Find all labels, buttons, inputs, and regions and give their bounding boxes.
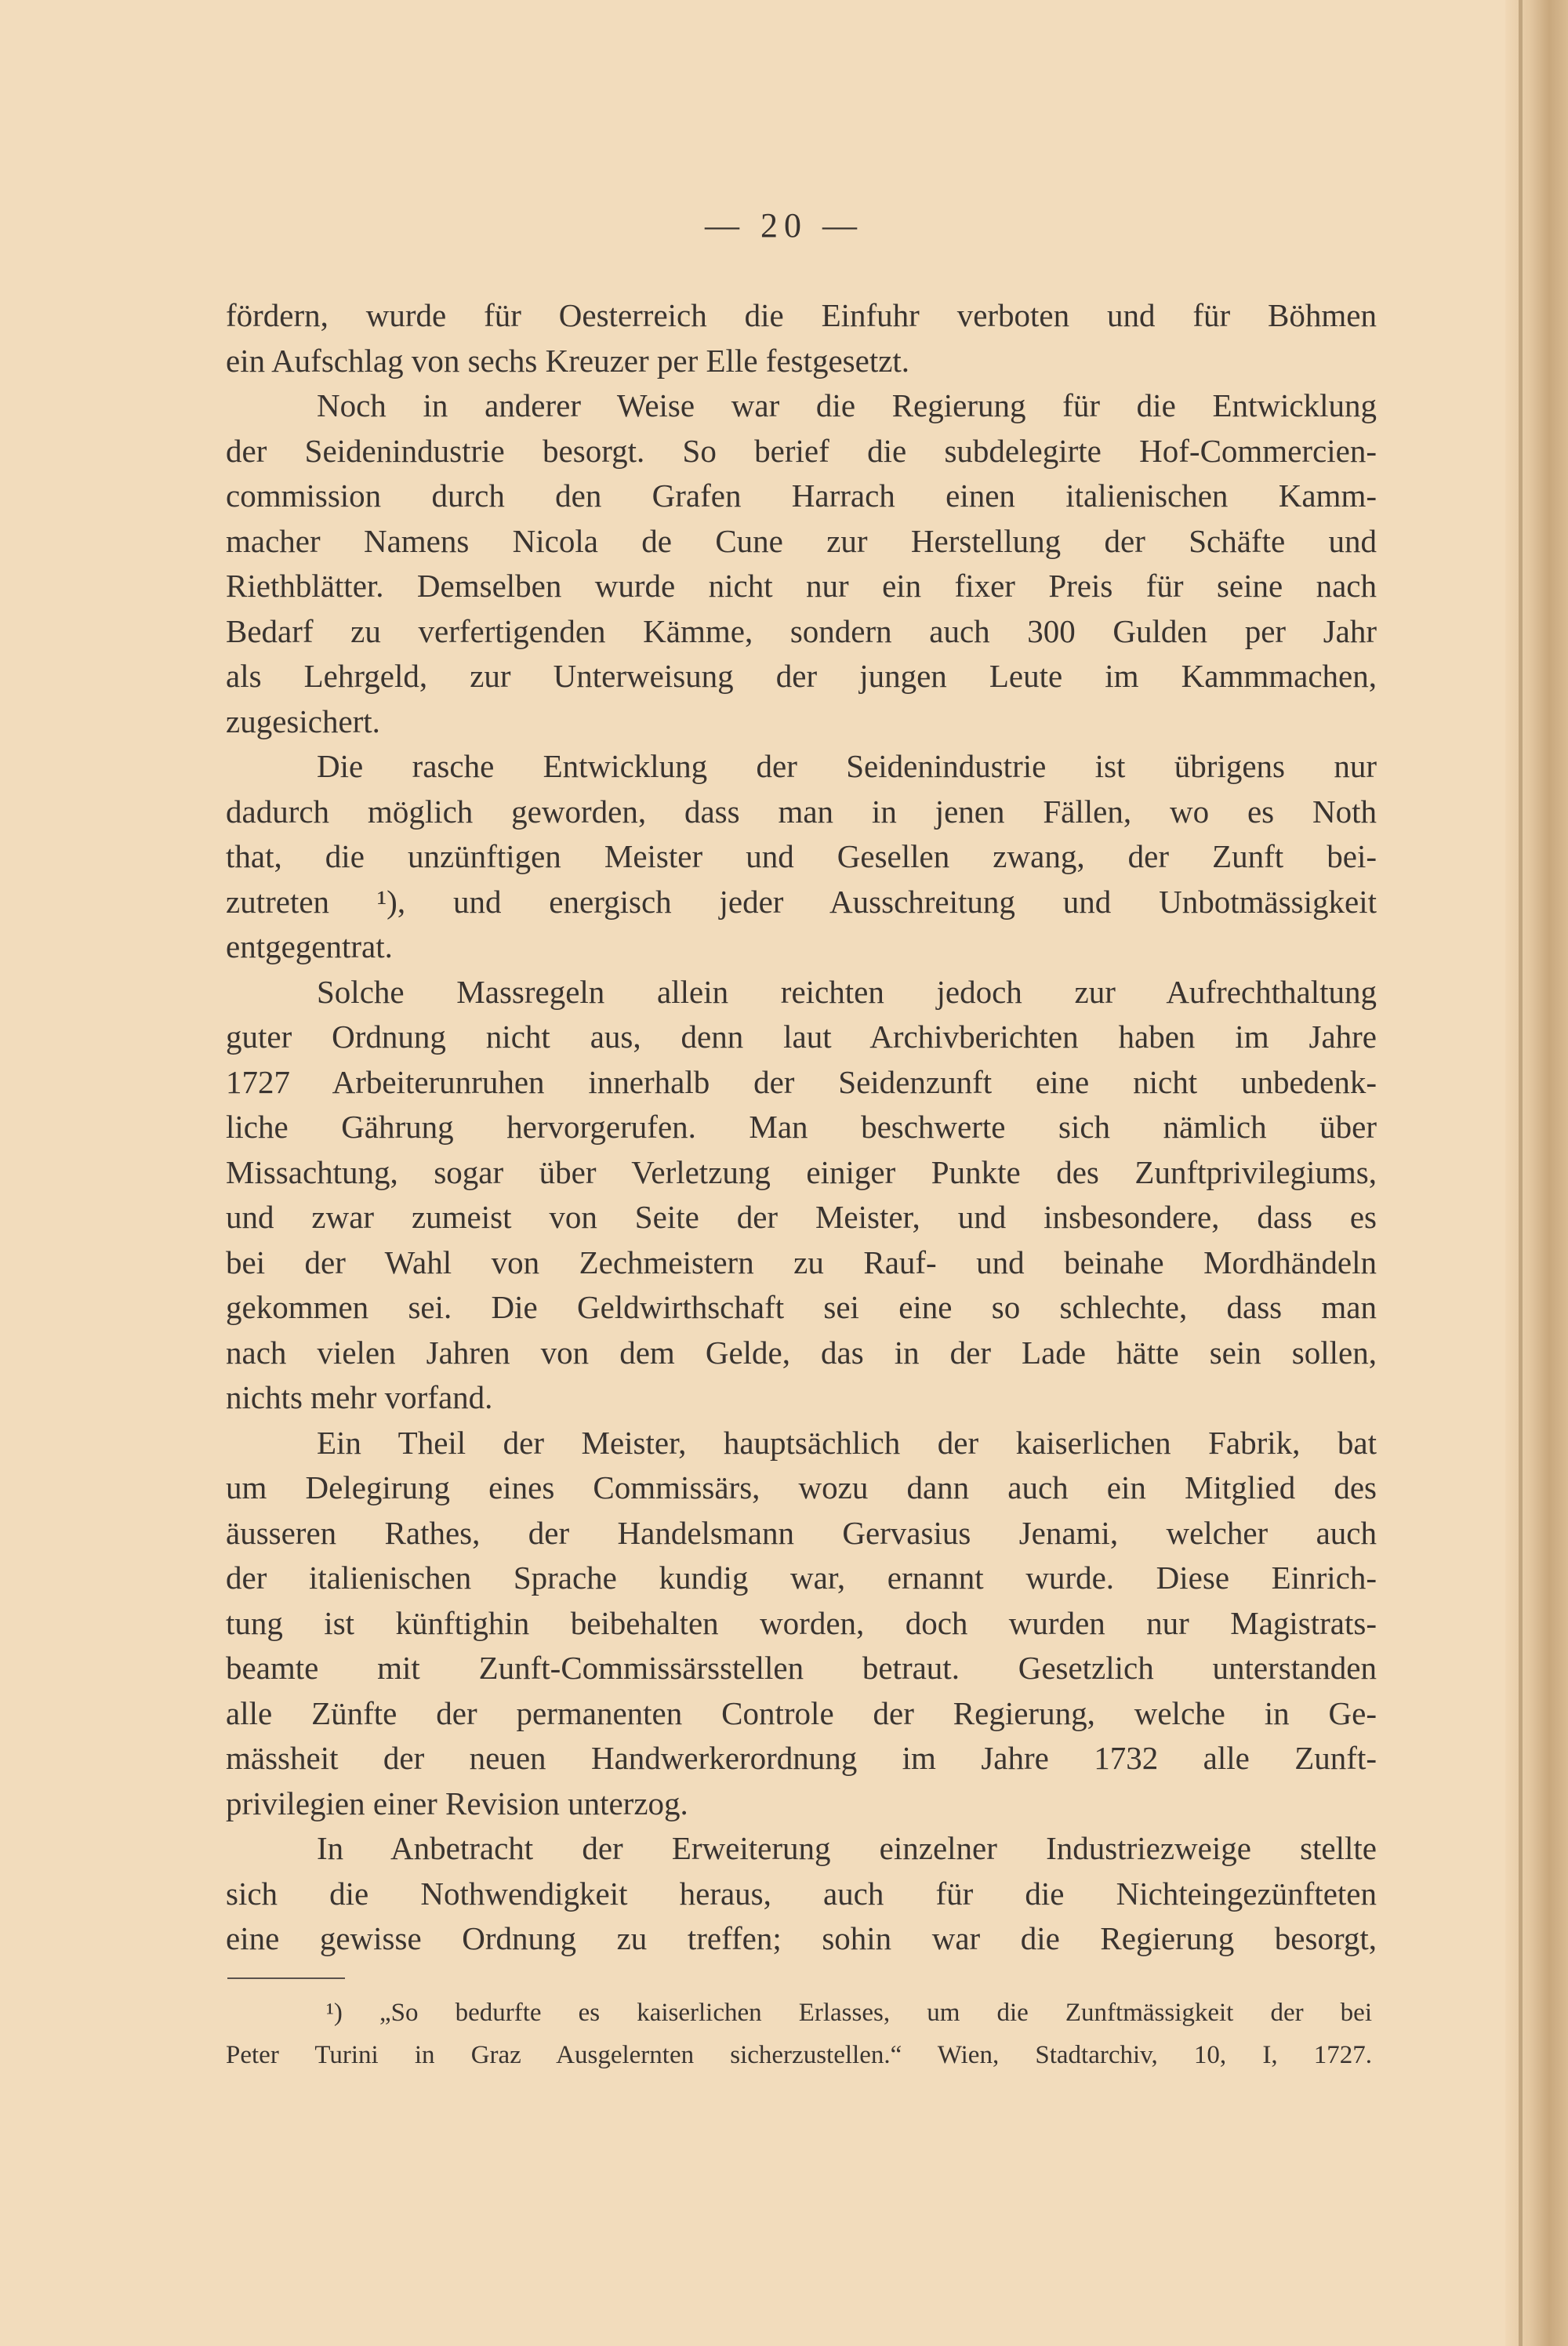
binding-shadow (1519, 0, 1523, 2346)
page-number: — 20 — (705, 206, 863, 245)
footnote-line-1: ¹) „So bedurfte es kaiserlichen Erlasses, um die Zunftmässigkeit der bei (326, 1999, 1372, 2027)
text-line: entgegentrat. (226, 928, 393, 964)
text-line: that, die unzünftigen Meister und Gesellen zwang, der Zunft bei- (226, 838, 1377, 874)
text-line: bei der Wahl von Zechmeistern zu Rauf- und beinahe Mordhändeln (226, 1244, 1377, 1280)
text-line: Missachtung, sogar über Verletzung einiger Punkte des Zunftprivilegiums, (226, 1153, 1377, 1190)
text-line: nichts mehr vorfand. (226, 1379, 493, 1415)
paragraph (226, 1421, 1377, 1827)
footnote-rule (227, 1977, 345, 1979)
text-line: ein Aufschlag von sechs Kreuzer per Elle festgesetzt. (226, 342, 910, 379)
text-line: um Delegirung eines Commissärs, wozu dann auch ein Mitglied des (226, 1469, 1377, 1505)
text-line: liche Gährung hervorgerufen. Man beschwerte sich nämlich über (226, 1109, 1377, 1145)
paragraph (226, 970, 1377, 1421)
text-line: nach vielen Jahren von dem Gelde, das in der Lade hätte sein sollen, (226, 1334, 1377, 1371)
text-line: eine gewisse Ordnung zu treffen; sohin war die Regierung besorgt, (226, 1920, 1377, 1956)
text-line: privilegien einer Revision unterzog. (226, 1785, 688, 1821)
text-line: fördern, wurde für Oesterreich die Einfuhr verboten und für Böhmen (226, 297, 1377, 333)
paragraph (226, 1826, 1377, 1962)
text-line: und zwar zumeist von Seite der Meister, und insbesondere, dass es (226, 1199, 1377, 1235)
paragraph (226, 383, 1377, 744)
text-line: äusseren Rathes, der Handelsmann Gervasius Jenami, welcher auch (226, 1514, 1377, 1551)
text-line: alle Zünfte der permanenten Controle der Regierung, welche in Ge- (226, 1694, 1377, 1731)
text-line: zugesichert. (226, 703, 380, 739)
footnote-line-2: Peter Turini in Graz Ausgelernten sicherzustellen.“ Wien, Stadtarchiv, 10, I, 1727. (226, 2041, 1372, 2069)
text-line: beamte mit Zunft-Commissärsstellen betraut. Gesetzlich unterstanden (226, 1650, 1377, 1686)
text-line: der Seidenindustrie besorgt. So berief die subdelegirte Hof-Commercien- (226, 432, 1377, 469)
text-line: sich die Nothwendigkeit heraus, auch für die Nichteingezünfteten (226, 1875, 1377, 1912)
text-line: gekommen sei. Die Geldwirthschaft sei eine so schlechte, dass man (226, 1289, 1377, 1325)
text-line: Die rasche Entwicklung der Seidenindustrie ist übrigens nur (317, 748, 1377, 784)
text-line: Riethblätter. Demselben wurde nicht nur ein fixer Preis für seine nach (226, 568, 1377, 604)
text-line: Bedarf zu verfertigenden Kämme, sondern auch 300 Gulden per Jahr (226, 612, 1377, 649)
text-line: macher Namens Nicola de Cune zur Herstellung der Schäfte und (226, 522, 1377, 559)
body-text (226, 293, 1377, 1962)
text-line: Noch in anderer Weise war die Regierung für die Entwicklung (317, 387, 1377, 423)
paragraph (226, 293, 1377, 383)
page-edge (1505, 0, 1568, 2346)
text-line: dadurch möglich geworden, dass man in jenen Fällen, wo es Noth (226, 793, 1377, 830)
paragraph (226, 744, 1377, 970)
text-line: tung ist künftighin beibehalten worden, doch wurden nur Magistrats- (226, 1604, 1377, 1641)
text-line: Solche Massregeln allein reichten jedoch zur Aufrechthaltung (317, 973, 1377, 1010)
text-line: Ein Theil der Meister, hauptsächlich der kaiserlichen Fabrik, bat (317, 1424, 1377, 1461)
text-line: mässheit der neuen Handwerkerordnung im Jahre 1732 alle Zunft- (226, 1740, 1377, 1776)
text-line: als Lehrgeld, zur Unterweisung der jungen Leute im Kammmachen, (226, 658, 1377, 694)
text-line: zutreten ¹), und energisch jeder Ausschreitung und Unbotmässigkeit (226, 883, 1377, 920)
text-line: commission durch den Grafen Harrach einen italienischen Kamm- (226, 478, 1377, 514)
text-line: der italienischen Sprache kundig war, ernannt wurde. Diese Einrich- (226, 1560, 1377, 1596)
text-line: 1727 Arbeiterunruhen innerhalb der Seidenzunft eine nicht unbedenk- (226, 1063, 1377, 1100)
text-line: guter Ordnung nicht aus, denn laut Archivberichten haben im Jahre (226, 1019, 1377, 1055)
text-line: In Anbetracht der Erweiterung einzelner Industriezweige stellte (317, 1830, 1377, 1866)
